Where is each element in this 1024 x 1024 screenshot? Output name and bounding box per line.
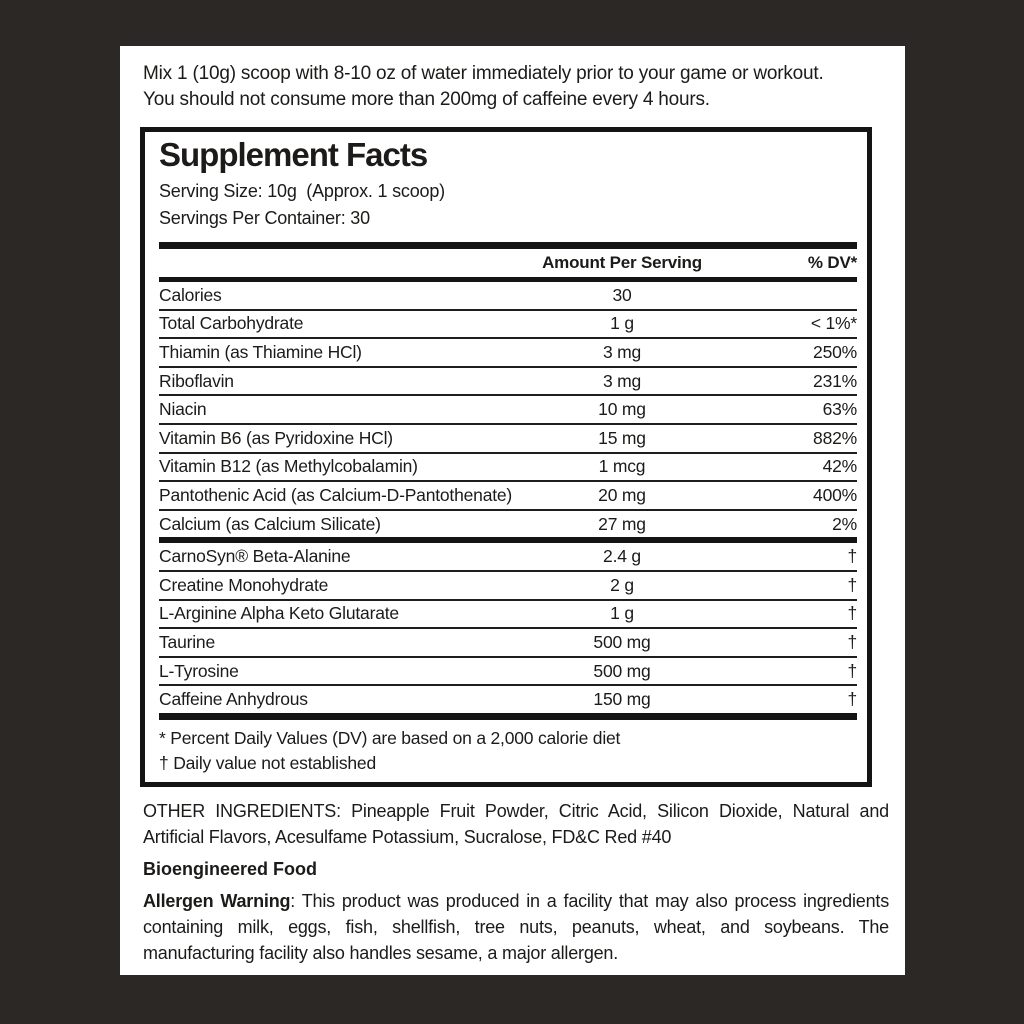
nutrient-amount: 1 g bbox=[610, 313, 634, 334]
table-row-calcium bbox=[159, 511, 857, 538]
servings-per-container: Servings Per Container: 30 bbox=[159, 208, 370, 228]
table-row-pantothenic-acid bbox=[159, 482, 857, 511]
table-row-carbohydrate bbox=[159, 311, 857, 340]
nutrient-amount: 1 g bbox=[610, 603, 634, 624]
nutrient-name: Calcium (as Calcium Silicate) bbox=[159, 513, 381, 534]
nutrient-amount: 15 mg bbox=[598, 427, 646, 448]
table-row-vitamin-b6 bbox=[159, 425, 857, 454]
table-row-niacin bbox=[159, 396, 857, 425]
supplement-facts-title: Supplement Facts bbox=[159, 136, 428, 173]
table-row-beta-alanine bbox=[159, 543, 857, 572]
footnotes bbox=[159, 726, 857, 776]
nutrient-name: Vitamin B6 (as Pyridoxine HCl) bbox=[159, 427, 393, 448]
nutrient-amount: 27 mg bbox=[598, 513, 646, 534]
nutrient-amount: 2 g bbox=[610, 574, 634, 595]
other-ingredients: OTHER INGREDIENTS: Pineapple Fruit Powder, Citric Acid, Silicon Dioxide, Natural and Artificial Flavors, Acesulfame Potassium, Sucralose, FD&C Red #40 bbox=[143, 800, 889, 847]
nutrient-name: Calories bbox=[159, 284, 222, 305]
nutrient-dv: † bbox=[847, 631, 857, 652]
allergen-warning bbox=[143, 888, 889, 966]
nutrient-amount: 3 mg bbox=[602, 341, 642, 362]
nutrient-name: Total Carbohydrate bbox=[159, 313, 304, 334]
nutrient-dv: † bbox=[847, 574, 857, 595]
bioengineered-food-note: Bioengineered Food bbox=[143, 858, 318, 879]
usage-instructions bbox=[143, 61, 889, 113]
column-header-amount: Amount Per Serving bbox=[542, 253, 702, 272]
table-row-arginine bbox=[159, 601, 857, 630]
nutrient-dv: 400% bbox=[813, 484, 857, 505]
nutrient-name: CarnoSyn® Beta-Alanine bbox=[159, 546, 351, 567]
table-bottom-rule bbox=[159, 713, 857, 720]
usage-instructions-line1: Mix 1 (10g) scoop with 8-10 oz of water immediately prior to your game or workout. bbox=[143, 63, 824, 84]
nutrient-amount: 2.4 g bbox=[603, 546, 641, 567]
nutrient-amount: 30 bbox=[612, 284, 632, 305]
nutrient-name: Thiamin (as Thiamine HCl) bbox=[159, 341, 362, 362]
nutrient-name: Riboflavin bbox=[159, 370, 234, 391]
nutrient-dv: 250% bbox=[813, 341, 857, 362]
supplement-facts-box bbox=[140, 127, 872, 787]
table-top-rule bbox=[159, 242, 857, 249]
nutrient-dv: 2% bbox=[832, 513, 857, 534]
table-row-vitamin-b12 bbox=[159, 454, 857, 483]
nutrient-name: Caffeine Anhydrous bbox=[159, 689, 308, 710]
table-row-tyrosine bbox=[159, 658, 857, 687]
nutrient-name: Vitamin B12 (as Methylcobalamin) bbox=[159, 456, 418, 477]
table-row-riboflavin bbox=[159, 368, 857, 397]
table-row-creatine bbox=[159, 572, 857, 601]
nutrient-amount: 500 mg bbox=[593, 660, 651, 681]
nutrient-amount: 20 mg bbox=[598, 484, 646, 505]
nutrient-amount: 3 mg bbox=[602, 370, 642, 391]
nutrient-dv: † bbox=[847, 660, 857, 681]
nutrient-dv: 63% bbox=[822, 399, 857, 420]
label-panel bbox=[120, 46, 905, 975]
nutrient-dv: † bbox=[847, 546, 857, 567]
nutrient-name: Taurine bbox=[159, 631, 215, 652]
nutrient-name: Niacin bbox=[159, 399, 207, 420]
nutrient-dv: 882% bbox=[813, 427, 857, 448]
nutrient-amount: 150 mg bbox=[593, 689, 651, 710]
nutrient-dv: 42% bbox=[822, 456, 857, 477]
table-row-taurine bbox=[159, 629, 857, 658]
nutrient-amount: 1 mcg bbox=[598, 456, 646, 477]
allergen-warning-label: Allergen Warning bbox=[143, 890, 291, 911]
nutrient-dv: † bbox=[847, 689, 857, 710]
nutrient-amount: 500 mg bbox=[593, 631, 651, 652]
serving-size: Serving Size: 10g (Approx. 1 scoop) bbox=[159, 181, 445, 201]
allergen-warning-text: : This product was produced in a facility that may also process ingredients containing milk, eggs, fish, shellfish, tree nuts, peanuts, wheat, and soybeans. The manufacturing facility also handles sesame, a major allergen. bbox=[143, 890, 889, 963]
table-header-row bbox=[159, 249, 857, 277]
column-header-dv: % DV* bbox=[807, 253, 857, 272]
footnote-dagger: † Daily value not established bbox=[159, 752, 376, 773]
nutrient-name: Creatine Monohydrate bbox=[159, 574, 329, 595]
table-row-caffeine bbox=[159, 686, 857, 713]
nutrient-dv: † bbox=[847, 603, 857, 624]
footnote-dv: * Percent Daily Values (DV) are based on a 2,000 calorie diet bbox=[159, 727, 621, 748]
nutrient-dv: < 1%* bbox=[810, 313, 857, 334]
table-row-thiamin bbox=[159, 339, 857, 368]
nutrient-name: L-Tyrosine bbox=[159, 660, 239, 681]
nutrient-name: Pantothenic Acid (as Calcium-D-Pantothenate) bbox=[159, 484, 513, 505]
nutrient-name: L-Arginine Alpha Keto Glutarate bbox=[159, 603, 399, 624]
nutrient-dv: 231% bbox=[813, 370, 857, 391]
nutrient-amount: 10 mg bbox=[598, 399, 646, 420]
usage-instructions-line2: You should not consume more than 200mg of caffeine every 4 hours. bbox=[143, 89, 710, 110]
table-row-calories bbox=[159, 282, 857, 311]
